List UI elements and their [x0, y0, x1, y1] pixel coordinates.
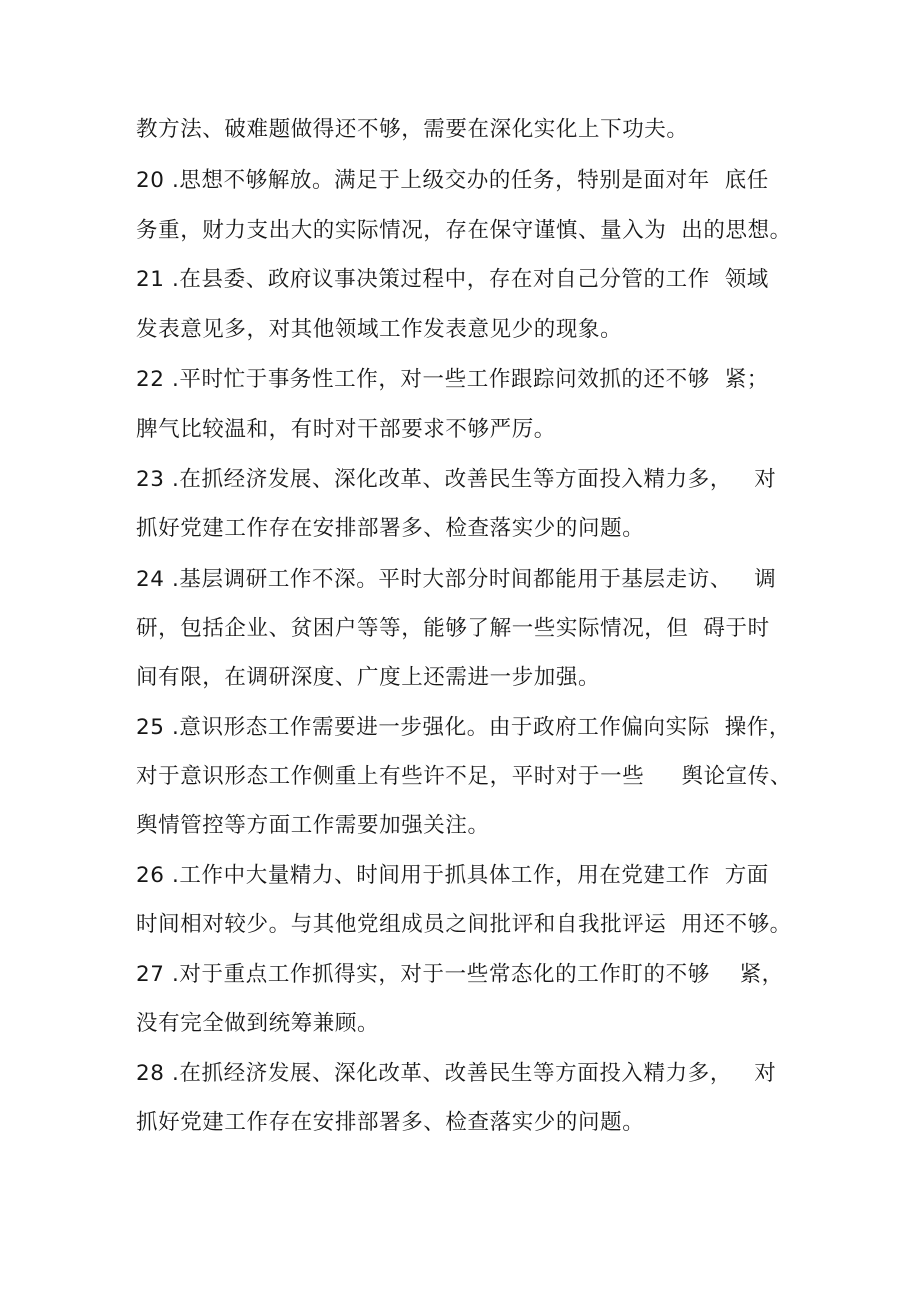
text-line: 教方法、破难题做得还不够，需要在深化实化上下功夫。 [136, 117, 689, 142]
text-line: 25 .意识形态工作需要进一步强化。由于政府工作偏向实际 操作， [136, 715, 791, 740]
text-line: 发表意见多，对其他领域工作发表意见少的现象。 [136, 317, 623, 342]
text-line: 脾气比较温和，有时对干部要求不够严厉。 [136, 417, 556, 442]
text-line: 间有限，在调研深度、广度上还需进一步加强。 [136, 665, 601, 690]
text-line: 26 .工作中大量精力、时间用于抓具体工作，用在党建工作 方面 [136, 863, 769, 888]
text-line: 没有完全做到统筹兼顾。 [136, 1011, 380, 1036]
text-line: 抓好党建工作存在安排部署多、检查落实少的问题。 [136, 1110, 645, 1135]
text-line: 28 .在抓经济发展、深化改革、改善民生等方面投入精力多， 对 [136, 1061, 777, 1086]
text-line: 21 .在县委、政府议事决策过程中，存在对自己分管的工作 领域 [136, 267, 769, 292]
text-line: 27 .对于重点工作抓得实，对于一些常态化的工作盯的不够 紧， [136, 962, 784, 987]
text-line: 23 .在抓经济发展、深化改革、改善民生等方面投入精力多， 对 [136, 467, 777, 492]
text-line: 时间相对较少。与其他党组成员之间批评和自我批评运 用还不够。 [136, 912, 792, 937]
text-line: 24 .基层调研工作不深。平时大部分时间都能用于基层走访、 调 [136, 567, 777, 592]
text-line: 22 .平时忙于事务性工作，对一些工作跟踪问效抓的还不够 紧； [136, 367, 769, 392]
text-line: 务重，财力支出大的实际情况，存在保守谨慎、量入为 出的思想。 [136, 218, 792, 243]
text-line: 舆情管控等方面工作需要加强关注。 [136, 813, 490, 838]
text-line: 对于意识形态工作侧重上有些许不足，平时对于一些 舆论宣传、 [136, 764, 792, 789]
text-line: 抓好党建工作存在安排部署多、检查落实少的问题。 [136, 516, 645, 541]
text-line: 20 .思想不够解放。满足于上级交办的任务，特别是面对年 底任 [136, 168, 769, 193]
text-line: 研，包括企业、贫困户等等，能够了解一些实际情况，但 碍于时 [136, 616, 770, 641]
